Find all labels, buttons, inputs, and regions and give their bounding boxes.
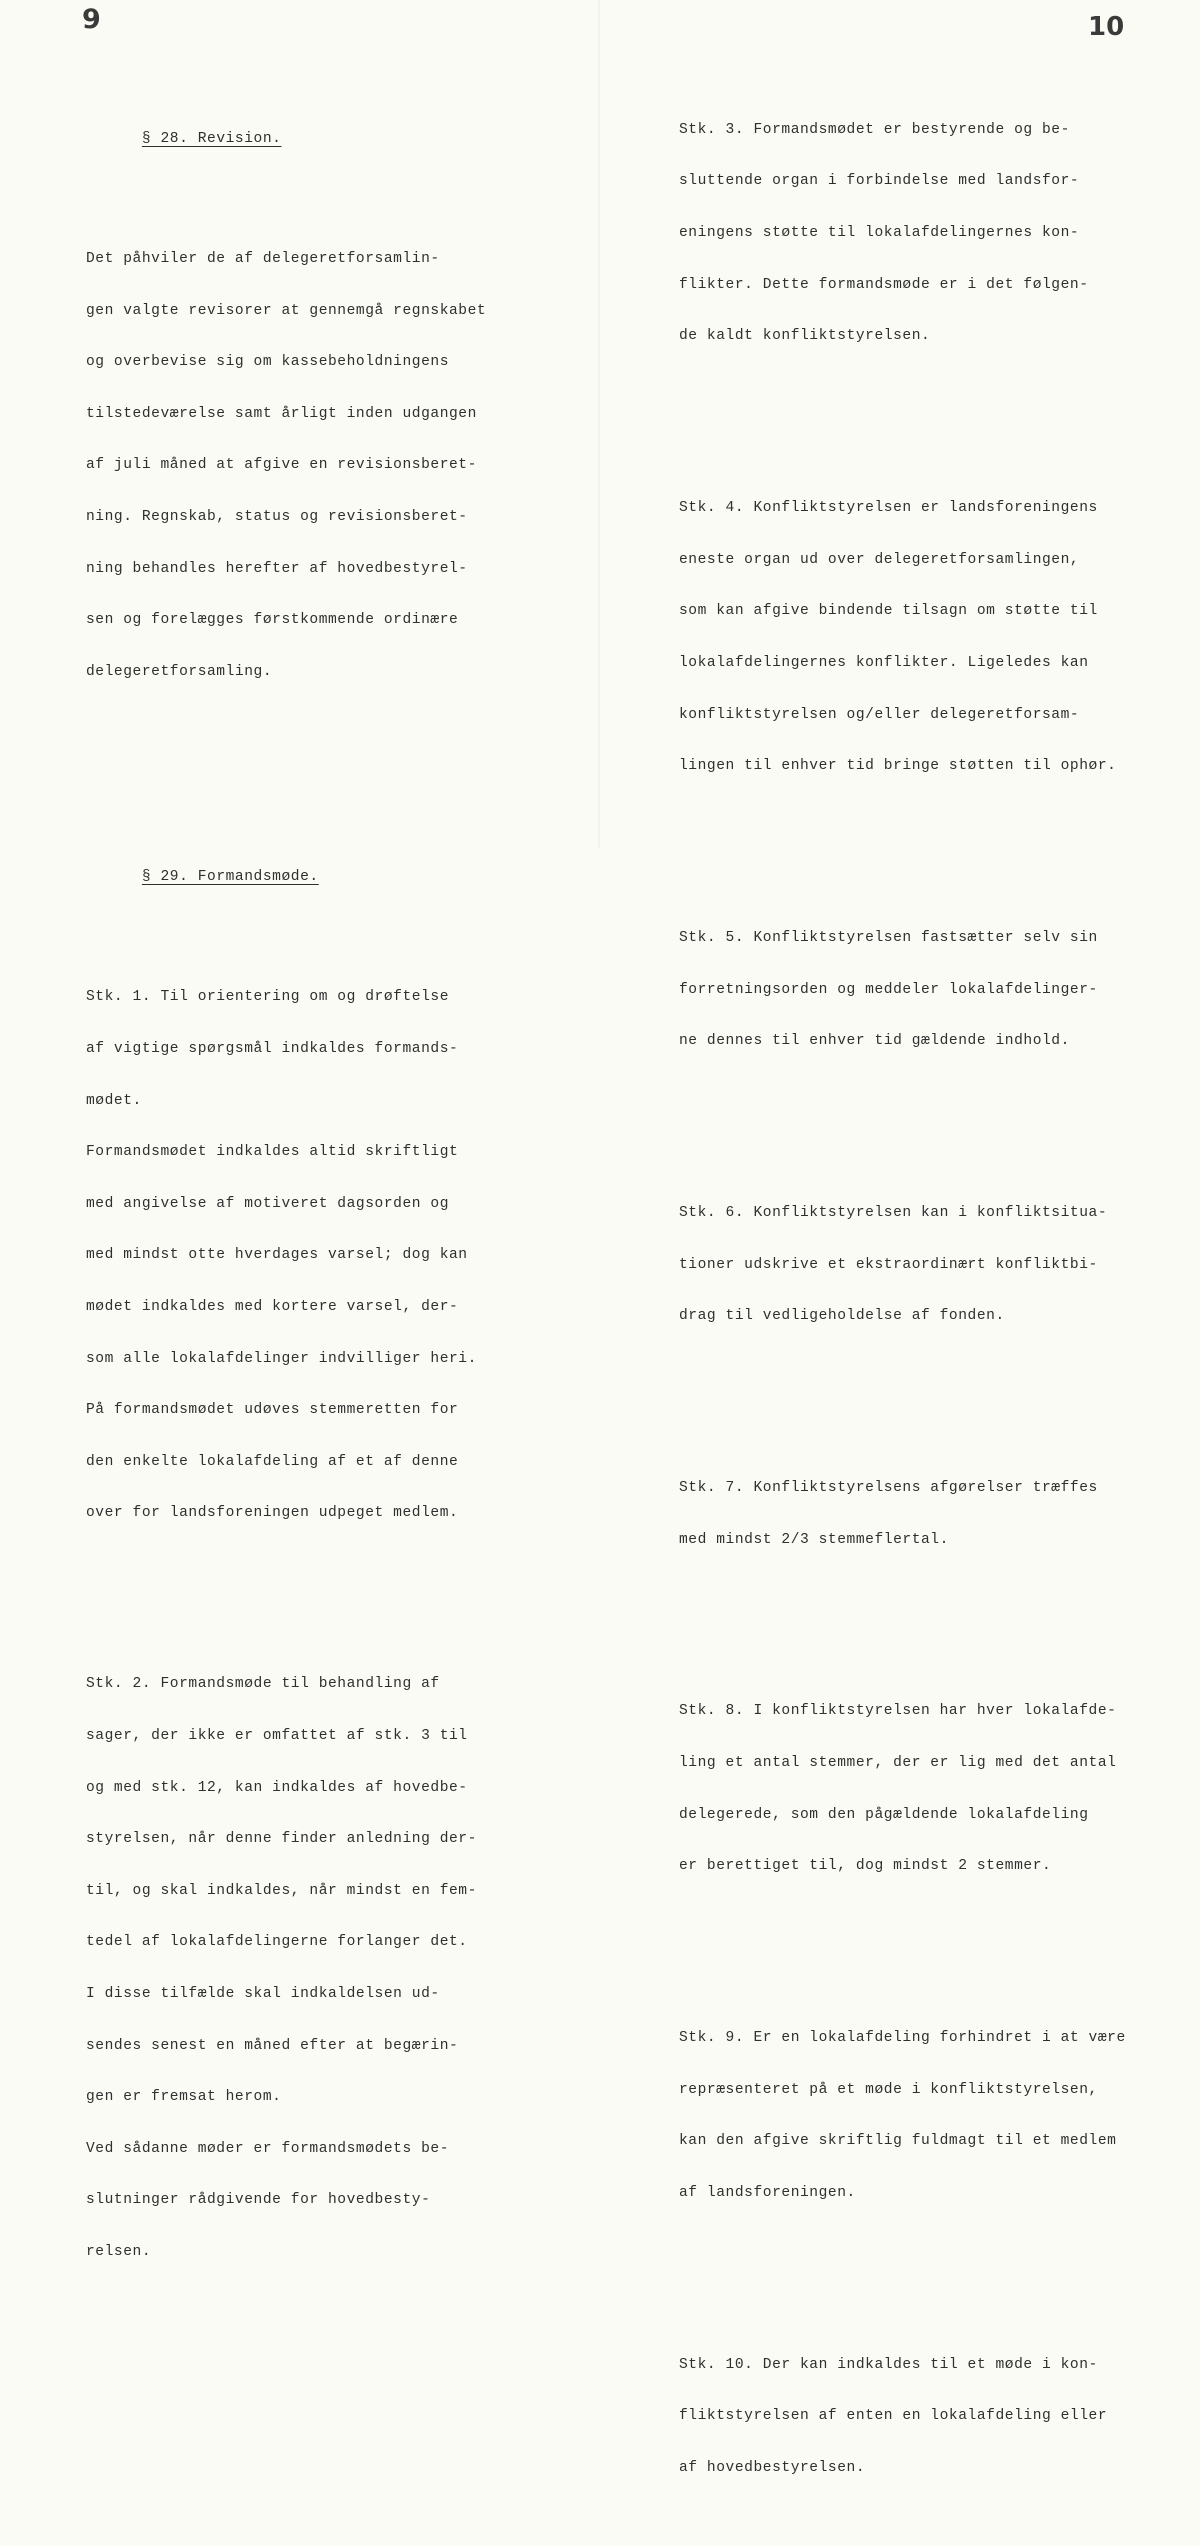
paragraph-stk-10 — [679, 2322, 1126, 2511]
text-line: ning behandles herefter af hovedbestyrel- — [86, 560, 468, 577]
text-line: Stk. 10. Der kan indkaldes til et møde i kon- — [679, 2356, 1098, 2373]
section-28 — [86, 114, 486, 750]
text-line: lingen til enhver tid bringe støtten til ophør. — [679, 758, 1117, 775]
text-line: forretningsorden og meddeler lokalafdelinger- — [679, 981, 1098, 998]
paragraph-stk-8 — [679, 1669, 1126, 1910]
text-line: af landsforeningen. — [679, 2184, 856, 2201]
text-line: med mindst 2/3 stemmeflertal. — [679, 1531, 949, 1548]
text-line: Stk. 7. Konfliktstyrelsens afgørelser træffes — [679, 1480, 1098, 1497]
text-line: af vigtige spørgsmål indkaldes formands- — [86, 1040, 459, 1057]
text-line: I disse tilfælde skal indkaldelsen ud- — [86, 1985, 440, 2002]
text-line: og med stk. 12, kan indkaldes af hovedbe- — [86, 1779, 468, 1796]
page-fold — [598, 0, 600, 848]
text-line: Stk. 9. Er en lokalafdeling forhindret i at være — [679, 2030, 1126, 2047]
text-line: gen er fremsat herom. — [86, 2089, 282, 2106]
paragraph-stk-7 — [679, 1446, 1126, 1584]
text-line: repræsenteret på et møde i konfliktstyrelsen, — [679, 2081, 1098, 2098]
page-number-left: 9 — [82, 4, 101, 35]
text-line: Stk. 8. I konfliktstyrelsen har hver lokalafde- — [679, 1703, 1117, 1720]
text-line: ne dennes til enhver tid gældende indhold. — [679, 1033, 1070, 1050]
left-page-column — [86, 62, 486, 2364]
text-line: lokalafdelingernes konflikter. Ligeledes kan — [679, 654, 1089, 671]
text-line: kan den afgive skriftlig fuldmagt til et medlem — [679, 2133, 1117, 2150]
text-line: fliktstyrelsen af enten en lokalafdeling eller — [679, 2408, 1108, 2425]
text-line: til, og skal indkaldes, når mindst en fem- — [86, 1882, 477, 1899]
paragraph-stk-4 — [679, 466, 1126, 810]
text-line: Stk. 1. Til orientering om og drøftelse — [86, 989, 449, 1006]
text-line: af juli måned at afgive en revisionsberet- — [86, 457, 477, 474]
text-line: gen valgte revisorer at gennemgå regnskabet — [86, 302, 487, 319]
text-line: sager, der ikke er omfattet af stk. 3 til — [86, 1727, 468, 1744]
text-line: Formandsmødet indkaldes altid skriftligt — [86, 1144, 459, 1161]
text-line: Stk. 2. Formandsmøde til behandling af — [86, 1676, 440, 1693]
text-line: flikter. Dette formandsmøde er i det følgen- — [679, 276, 1089, 293]
text-line: med angivelse af motiveret dagsorden og — [86, 1195, 449, 1212]
text-line: tioner udskrive et ekstraordinært konfliktbi- — [679, 1256, 1098, 1273]
text-line: Stk. 3. Formandsmødet er bestyrende og be- — [679, 121, 1070, 138]
text-line: sendes senest en måned efter at begærin- — [86, 2037, 459, 2054]
text-line: ning. Regnskab, status og revisionsberet- — [86, 509, 468, 526]
text-line: Det påhviler de af delegeretforsamlin- — [86, 251, 440, 268]
section-heading: § 29. Formandsmøde. — [141, 869, 319, 886]
text-line: den enkelte lokalafdeling af et af denne — [86, 1453, 459, 1470]
text-line: konfliktstyrelsen og/eller delegeretforsam- — [679, 706, 1080, 723]
paragraph — [86, 955, 486, 1557]
section-29 — [86, 852, 486, 2330]
paragraph — [86, 217, 486, 716]
paragraph-stk-5 — [679, 896, 1126, 1085]
text-line: de kaldt konfliktstyrelsen. — [679, 328, 931, 345]
text-line: tilstedeværelse samt årligt inden udgangen — [86, 405, 477, 422]
text-line: styrelsen, når denne finder anledning der- — [86, 1831, 477, 1848]
text-line: mødet. — [86, 1092, 142, 1109]
text-line: Stk. 6. Konfliktstyrelsen kan i konfliktsitua- — [679, 1205, 1108, 1221]
text-line: mødet indkaldes med kortere varsel, der- — [86, 1299, 459, 1316]
text-line: slutninger rådgivende for hovedbesty- — [86, 2192, 431, 2209]
text-line: På formandsmødet udøves stemmeretten for — [86, 1402, 459, 1419]
text-line: delegeretforsamling. — [86, 663, 273, 680]
text-line: ling et antal stemmer, der er lig med det antal — [679, 1755, 1117, 1772]
text-line: og overbevise sig om kassebeholdningens — [86, 354, 449, 371]
text-line: relsen. — [86, 2243, 152, 2260]
paragraph — [86, 1642, 486, 2296]
text-line: eningens støtte til lokalafdelingernes kon- — [679, 225, 1080, 242]
text-line: af hovedbestyrelsen. — [679, 2460, 866, 2477]
text-line: sluttende organ i forbindelse med landsfor- — [679, 173, 1080, 190]
right-page-column — [679, 53, 1126, 2546]
text-line: eneste organ ud over delegeretforsamlingen, — [679, 551, 1080, 568]
paragraph-stk-6 — [679, 1171, 1126, 1360]
text-line: delegerede, som den pågældende lokalafdeling — [679, 1806, 1089, 1823]
text-line: sen og forelægges førstkommende ordinære — [86, 612, 459, 629]
text-line: Stk. 5. Konfliktstyrelsen fastsætter selv sin — [679, 929, 1098, 946]
text-line: Stk. 4. Konfliktstyrelsen er landsforeningens — [679, 500, 1098, 517]
text-line: tedel af lokalafdelingerne forlanger det. — [86, 1934, 468, 1951]
text-line: som alle lokalafdelinger indvilliger heri. — [86, 1350, 477, 1367]
section-heading: § 28. Revision. — [141, 130, 282, 147]
page-number-right: 10 — [1088, 12, 1125, 42]
text-line: er berettiget til, dog mindst 2 stemmer. — [679, 1858, 1052, 1875]
paragraph-stk-3 — [679, 87, 1126, 379]
paragraph-stk-9 — [679, 1996, 1126, 2237]
text-line: over for landsforeningen udpeget medlem. — [86, 1505, 459, 1522]
text-line: med mindst otte hverdages varsel; dog kan — [86, 1247, 468, 1264]
text-line: drag til vedligeholdelse af fonden. — [679, 1308, 1005, 1325]
text-line: Ved sådanne møder er formandsmødets be- — [86, 2140, 449, 2157]
text-line: som kan afgive bindende tilsagn om støtte til — [679, 603, 1098, 620]
